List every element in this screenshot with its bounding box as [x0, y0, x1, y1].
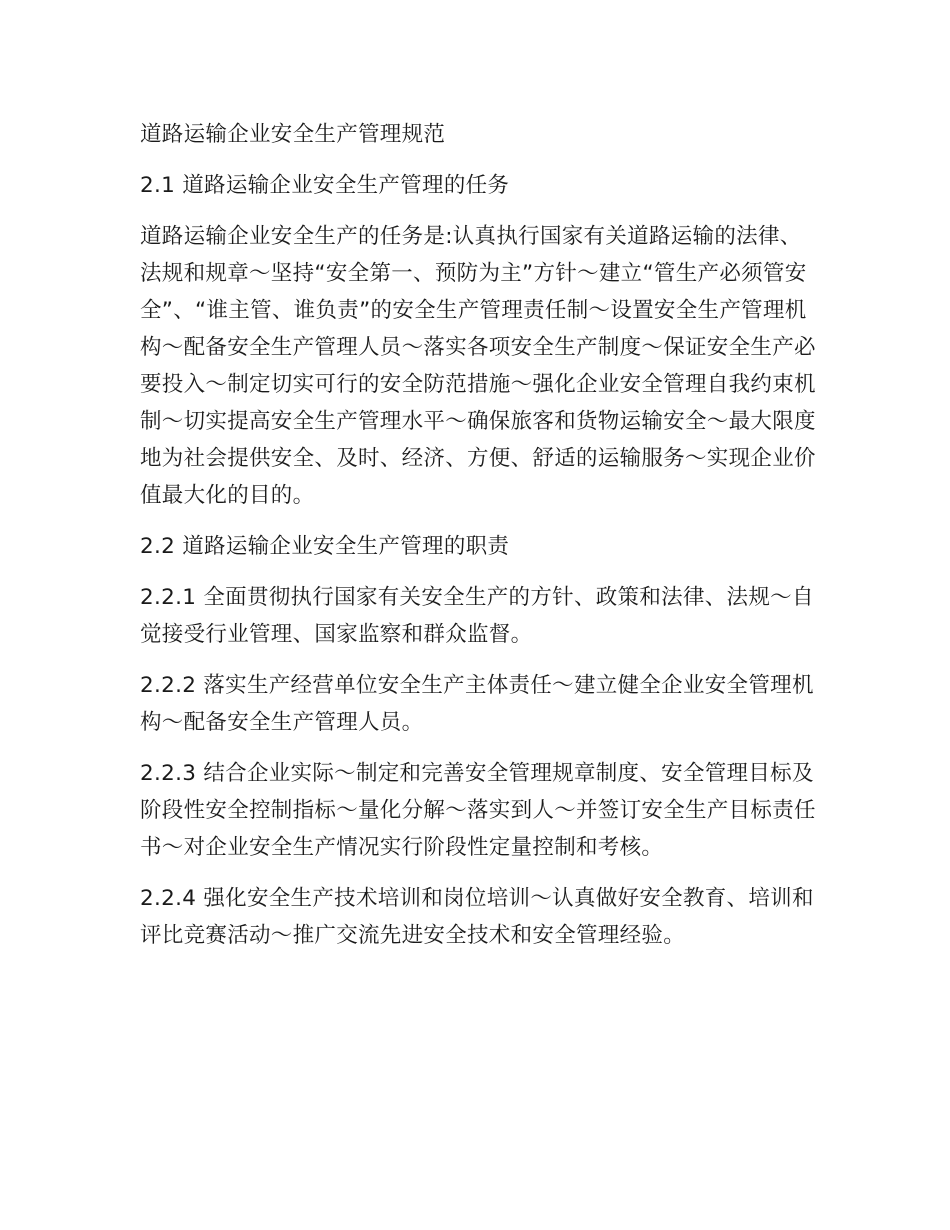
section-2-2-heading: 2.2 道路运输企业安全生产管理的职责	[140, 534, 510, 559]
section-2-2-2-paragraph: 2.2.2 落实生产经营单位安全生产主体责任～建立健全企业安全管理机构～配备安全生产管理人员。	[140, 673, 814, 735]
document-content	[140, 116, 820, 968]
section-2-1-body: 道路运输企业安全生产的任务是:认真执行国家有关道路运输的法律、法规和规章～坚持“安全第一、预防为主”方针～建立“管生产必须管安全”、“谁主管、谁负责”的安全生产管理责任制～设置安全生产管理机构～配备安全生产管理人员～落实各项安全生产制度～保证安全生产必要投入～制定切实可行的安全防范措施～强化企业安全管理自我约束机制～切实提高安全生产管理水平～确保旅客和货物运输安全～最大限度地为社会提供安全、及时、经济、方便、舒适的运输服务～实现企业价值最大化的目的。	[140, 224, 816, 508]
section-2-2-3-paragraph: 2.2.3 结合企业实际～制定和完善安全管理规章制度、安全管理目标及阶段性安全控制指标～量化分解～落实到人～并签订安全生产目标责任书～对企业安全生产情况实行阶段性定量控制和考核。	[140, 761, 816, 860]
section-2-2-1-paragraph: 2.2.1 全面贯彻执行国家有关安全生产的方针、政策和法律、法规～自觉接受行业管理、国家监察和群众监督。	[140, 585, 814, 647]
document-title: 道路运输企业安全生产管理规范	[140, 122, 446, 147]
section-2-1-heading: 2.1 道路运输企业安全生产管理的任务	[140, 173, 510, 198]
section-2-2-4-paragraph: 2.2.4 强化安全生产技术培训和岗位培训～认真做好安全教育、培训和评比竞赛活动～推广交流先进安全技术和安全管理经验。	[140, 886, 814, 948]
